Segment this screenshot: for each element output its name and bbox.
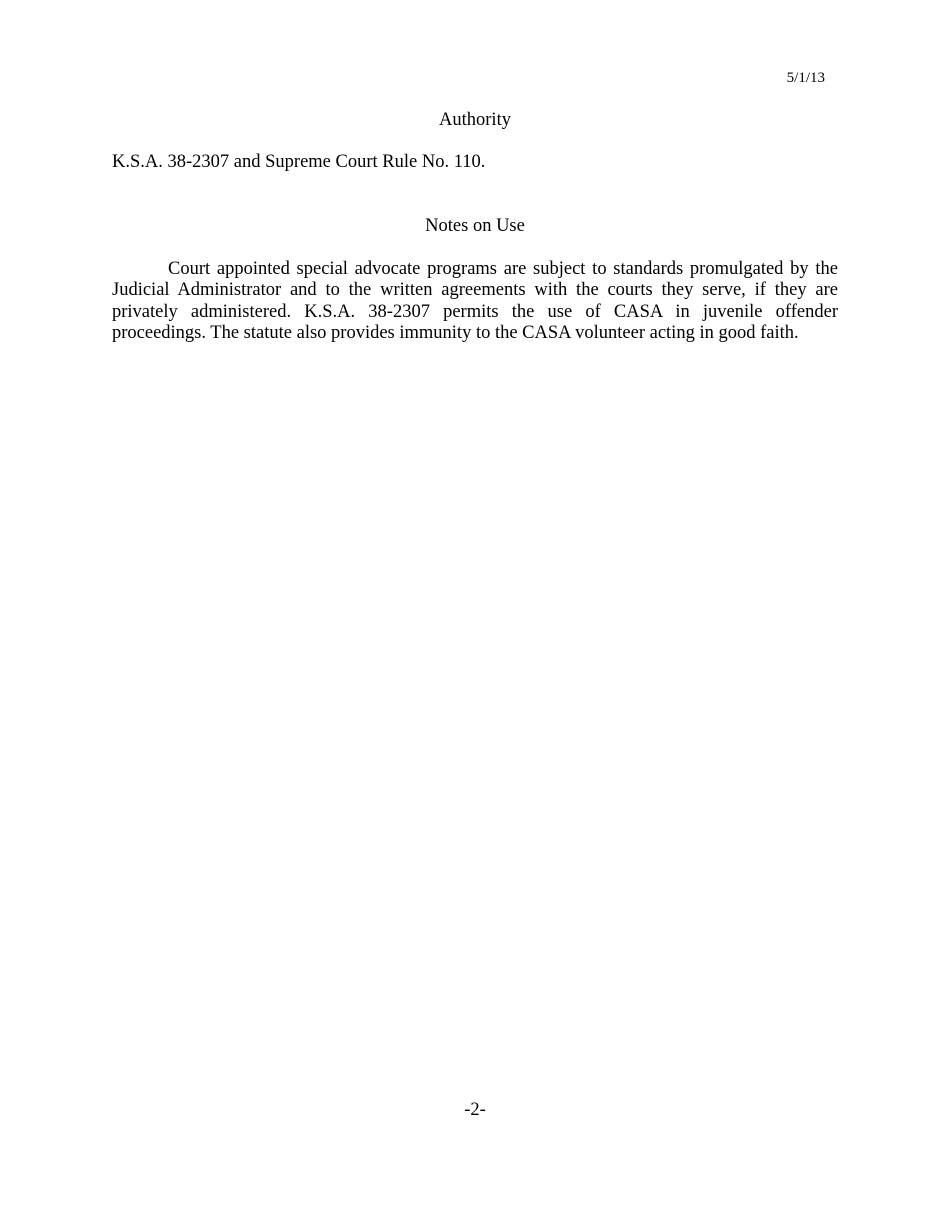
notes-on-use-paragraph: Court appointed special advocate programs are subject to standards promulgated by the Judicial Administrator and to the written agreements with the courts they serve, if they are privately administered. K.S.A. 38-2307 permits the use of CASA in juvenile offender proceedings. The statute also provides immunity to the CASA volunteer acting in good faith. [112, 259, 838, 343]
notes-on-use-heading: Notes on Use [425, 216, 525, 236]
authority-citation: K.S.A. 38-2307 and Supreme Court Rule No. 110. [112, 152, 486, 172]
page-number: -2- [464, 1100, 486, 1120]
document-date: 5/1/13 [786, 70, 825, 86]
authority-heading: Authority [439, 110, 511, 130]
